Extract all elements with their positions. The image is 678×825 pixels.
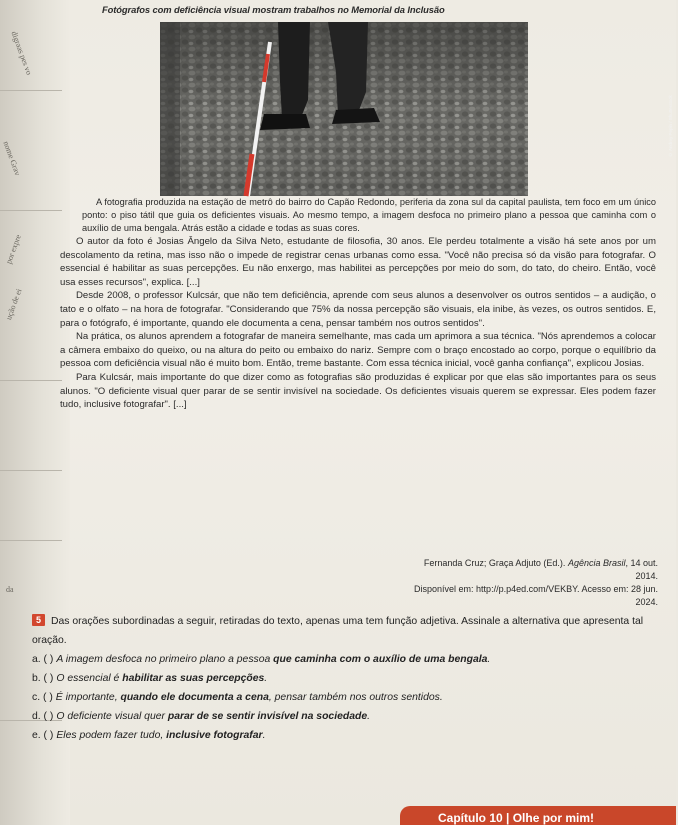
- photo-illustration: [160, 22, 528, 196]
- option-checkbox[interactable]: c. ( ): [32, 692, 53, 703]
- body-paragraph: Na prática, os alunos aprendem a fotografar de maneira semelhante, mas cada um aprimora a sua técnica. "Nós aprendemos a colocar a câmera embaixo do queixo, ou na altura do peito ou embaixo do nariz. Sempre com o braço encostado ao corpo, porque o equilíbrio da pessoa com deficiência visual não é muito bom. Então, treme bastante. Com essa técnica inicial, você ganha confiança", explicou Josias.: [60, 331, 656, 370]
- option-highlight: parar de se sentir invisível na sociedade: [167, 711, 368, 722]
- answer-option-d[interactable]: [32, 707, 662, 726]
- margin-fragment: digraas pes vo: [9, 30, 34, 77]
- body-paragraph: Para Kulcsár, mais importante do que dizer como as fotografias são produzidas é explicar por que elas são importantes para os seus alunos. "O deficiente visual quer parar de se sentir invisível na sociedade. Os deficientes visuais querem se expressar. Eles podem fazer tudo, inclusive fotografar". [...]: [60, 371, 656, 411]
- option-text: É importante,: [55, 692, 121, 703]
- chapter-title: Capítulo 10 | Olhe por mim!: [438, 811, 595, 825]
- option-checkbox[interactable]: b. ( ): [32, 673, 54, 684]
- source-citation: [400, 557, 658, 609]
- caption-paragraph: A fotografia produzida na estação de metrô do bairro do Capão Redondo, periferia da zona sul da capital paulista, tem foco em um único ponto: o piso tátil que guia os deficientes visuais. Ao mesmo tempo, a imagem desfoca no primeiro plano a pessoa que caminha com o auxílio de uma bengala. Atrás estão a cidade e todas as suas cores.: [82, 197, 656, 233]
- answer-option-a[interactable]: [32, 650, 662, 669]
- chapter-footer-banner: [400, 806, 676, 825]
- photo-credit: © Andrey Pepin / Shutterstock: [668, 95, 673, 157]
- option-text: .: [367, 711, 370, 722]
- margin-rule: [0, 90, 62, 91]
- margin-rule: [0, 380, 62, 381]
- option-checkbox[interactable]: d. ( ): [32, 711, 54, 722]
- option-text: .: [264, 673, 268, 684]
- option-text: Eles podem fazer tudo,: [56, 730, 167, 741]
- article-headline: Fotógrafos com deficiência visual mostram trabalhos no Memorial da Inclusão: [102, 4, 445, 15]
- article-text: [60, 196, 656, 412]
- photo-caption: [60, 196, 656, 235]
- margin-rule: [0, 210, 62, 211]
- body-paragraph: Desde 2008, o professor Kulcsár, que não tem deficiência, aprende com seus alunos a desenvolver os outros sentidos – a audição, o tato e o olfato – na hora de fotografar. "Considerando que 75% da nossa percepção são visuais, ela inibe, às vezes, os outros sentidos. E, para o fotógrafo, é importante, quando ele documenta a cena, pensar também nos outros sentidos".: [60, 290, 656, 329]
- option-text: O deficiente visual quer: [56, 711, 168, 722]
- source-outlet: Agência Brasil: [567, 558, 626, 568]
- question-prompt: Das orações subordinadas a seguir, retiradas do texto, apenas uma tem função adjetiva. Assinale a alternativa que apresenta tal oração.: [32, 616, 644, 646]
- option-text: A imagem desfoca no primeiro plano a pessoa: [56, 654, 274, 665]
- source-date: , 14 out. 2014.: [625, 558, 658, 581]
- option-highlight: quando ele documenta a cena: [120, 692, 269, 703]
- question-number: 5: [32, 614, 45, 626]
- option-text: .: [487, 654, 491, 665]
- option-highlight: habilitar as suas percepções: [122, 673, 265, 684]
- margin-fragment: ução de ei: [4, 287, 24, 322]
- option-text: , pensar também nos outros sentidos.: [268, 692, 443, 703]
- option-text: O essencial é: [56, 673, 123, 684]
- option-checkbox[interactable]: e. ( ): [32, 730, 54, 741]
- margin-fragment: por expre: [4, 233, 23, 266]
- answer-option-e[interactable]: [32, 726, 662, 745]
- margin-fragment: da: [6, 585, 14, 594]
- source-authors: Fernanda Cruz; Graça Adjuto (Ed.).: [423, 558, 566, 568]
- answer-option-c[interactable]: [32, 688, 662, 707]
- option-text: .: [262, 730, 266, 741]
- body-paragraph: O autor da foto é Josias Ângelo da Silva Neto, estudante de filosofia, 30 anos. Ele perdeu totalmente a visão há sete anos por um descolamento da retina, mas isso não o impede de registrar cenas urbanas como essa. "Você não precisa só da visão para fotografar. O essencial é habilitar as suas percepções. Eu não enxergo, mas habilitei as percepções por meio do som, do tato, do cheiro. Então, você usa esses recursos", explica. [...]: [60, 236, 656, 288]
- answer-option-b[interactable]: [32, 669, 662, 688]
- source-access: Disponível em: http://p.p4ed.com/VEKBY. Acesso em: 28 jun. 2024.: [414, 584, 658, 607]
- option-highlight: inclusive fotografar: [166, 730, 263, 741]
- option-highlight: que caminha com o auxílio de uma bengala: [273, 654, 488, 665]
- exercise-question: [32, 612, 662, 745]
- margin-fragment: nome Grav: [1, 140, 23, 177]
- margin-rule: [0, 470, 62, 471]
- margin-rule: [0, 540, 62, 541]
- option-checkbox[interactable]: a. ( ): [32, 654, 54, 665]
- article-photo: [160, 22, 673, 196]
